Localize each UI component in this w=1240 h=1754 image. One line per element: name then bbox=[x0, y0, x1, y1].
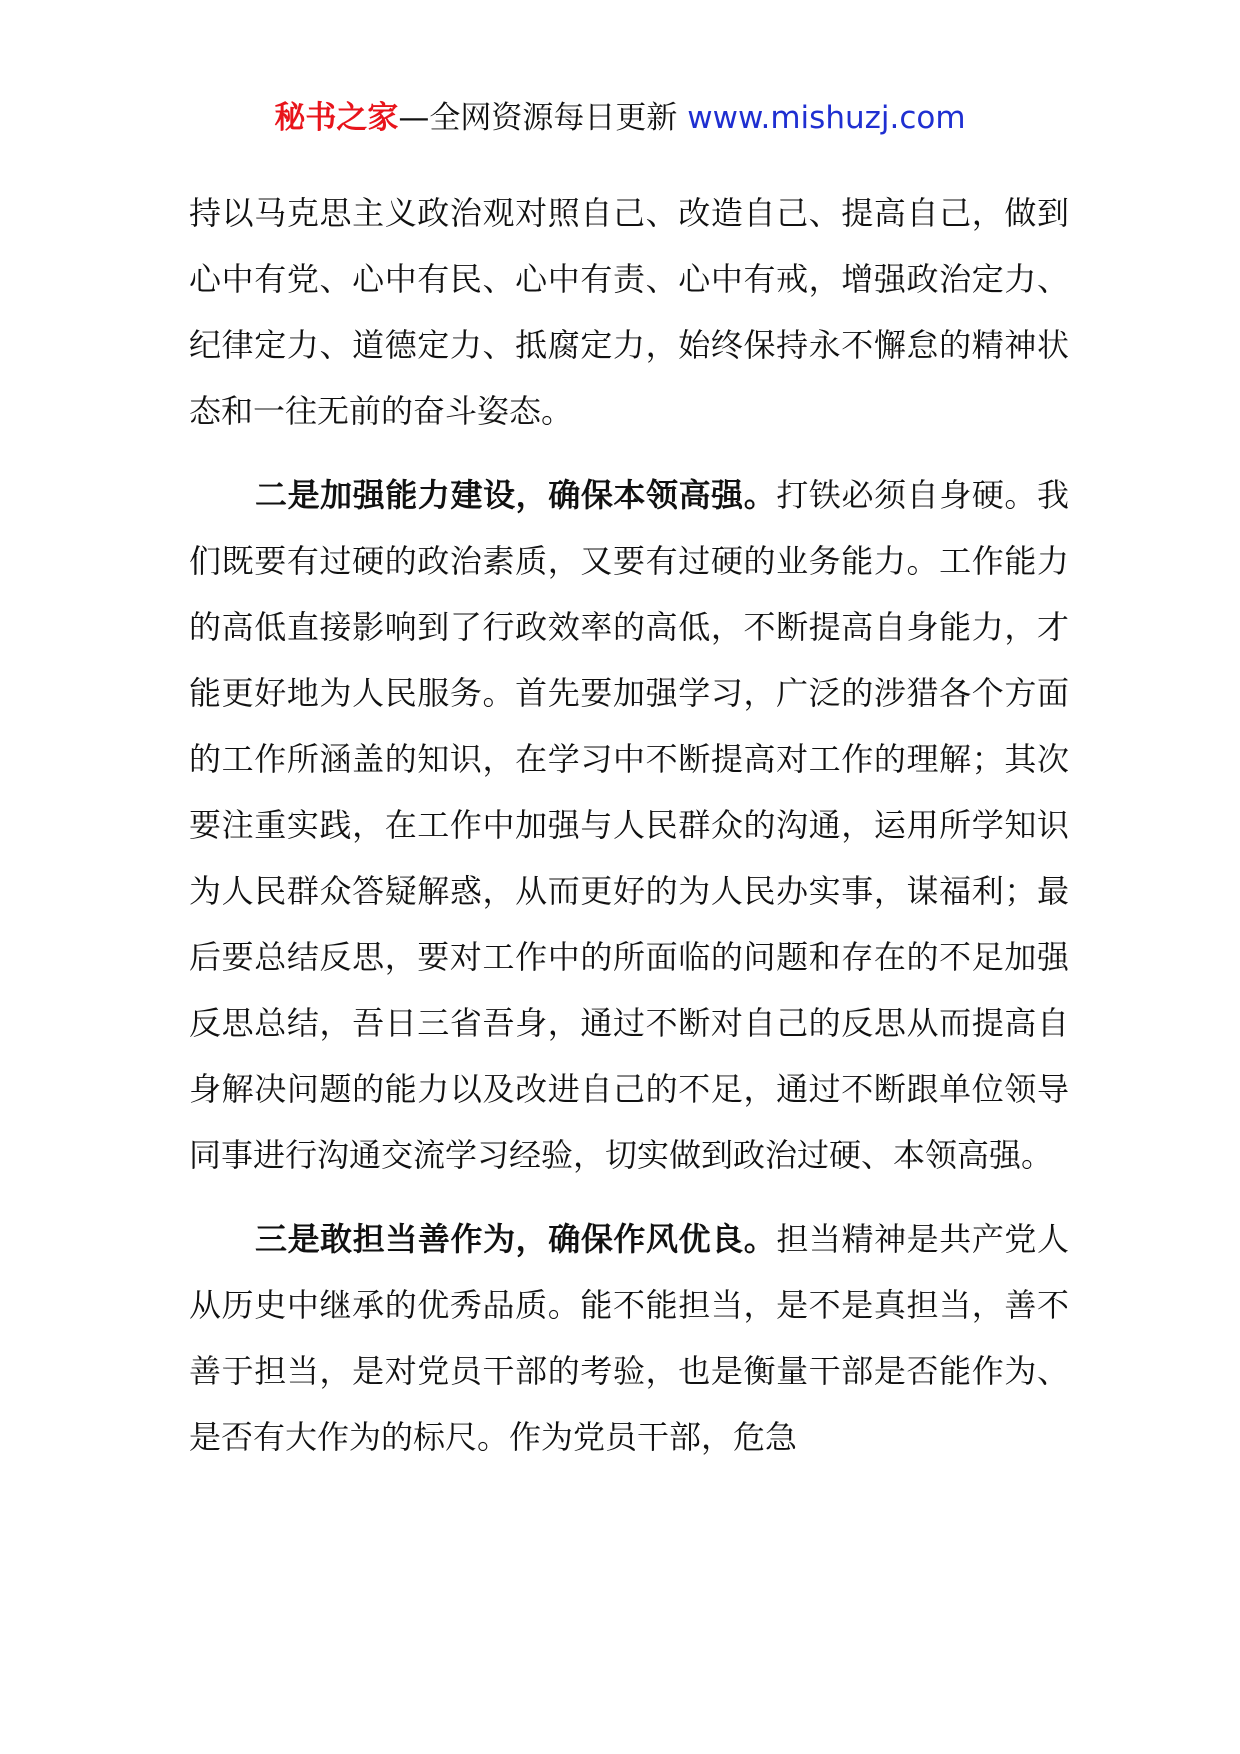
paragraph-ability-building bbox=[189, 462, 1069, 1188]
paragraph-responsibility bbox=[189, 1206, 1069, 1470]
paragraph-heading: 三是敢担当善作为，确保作风优良。 bbox=[255, 1220, 777, 1258]
paragraph-text: 担当精神是共产党人从历史中继承的优秀品质。能不能担当，是不是真担当，善不善于担当，是对党员干部的考验，也是衡量干部是否能作为、是否有大作为的标尺。作为党员干部，危急 bbox=[189, 1220, 1069, 1456]
site-tagline: —全网资源每日更新 bbox=[398, 100, 688, 136]
paragraph-text: 打铁必须自身硬。我们既要有过硬的政治素质，又要有过硬的业务能力。工作能力的高低直接影响到了行政效率的高低，不断提高自身能力，才能更好地为人民服务。首先要加强学习，广泛的涉猎各个方面的工作所涵盖的知识，在学习中不断提高对工作的理解；其次要注重实践，在工作中加强与人民群众的沟通，运用所学知识为人民群众答疑解惑，从而更好的为人民办实事，谋福利；最后要总结反思，要对工作中的所面临的问题和存在的不足加强反思总结，吾日三省吾身，通过不断对自己的反思从而提高自身解决问题的能力以及改进自己的不足，通过不断跟单位领导同事进行沟通交流学习经验，切实做到政治过硬、本领高强。 bbox=[189, 476, 1069, 1174]
page-header bbox=[0, 96, 1240, 140]
paragraph-heading: 二是加强能力建设，确保本领高强。 bbox=[255, 476, 777, 514]
paragraph-text: 持以马克思主义政治观对照自己、改造自己、提高自己，做到心中有党、心中有民、心中有责、心中有戒，增强政治定力、纪律定力、道德定力、抵腐定力，始终保持永不懈怠的精神状态和一往无前的奋斗姿态。 bbox=[189, 194, 1069, 430]
site-brand: 秘书之家 bbox=[274, 100, 399, 136]
site-url[interactable]: www.mishuzj.com bbox=[687, 100, 966, 136]
document-body bbox=[189, 180, 1069, 1470]
paragraph-continued bbox=[189, 180, 1069, 444]
